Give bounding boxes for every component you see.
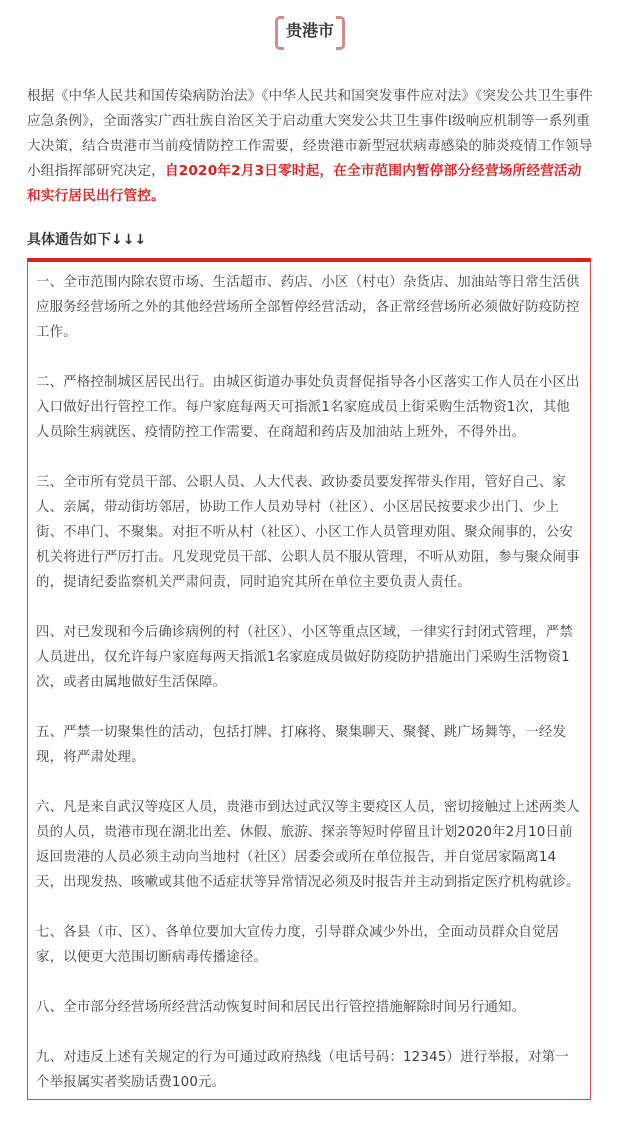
notice-item: 四、对已发现和今后确诊病例的村（社区）、小区等重点区域，一律实行封闭式管理，严禁人员进出，仅允许每户家庭每两天指派1名家庭成员做好防疫防护措施出门采购生活物资1次，或者由属地做好生活保障。 <box>36 625 573 690</box>
notice-item: 八、全市部分经营场所经营活动恢复时间和居民出行管控措施解除时间另行通知。 <box>36 1000 526 1015</box>
right-bracket-decoration <box>336 16 345 50</box>
notice-item: 七、各县（市、区）、各单位要加大宣传力度，引导群众减少外出，全面动员群众自觉居家，以便更大范围切断病毒传播途径。 <box>36 925 560 965</box>
notice-item: 五、严禁一切聚集性的活动，包括打牌、打麻将、聚集聊天、聚餐、跳广场舞等，一经发现，将严肃处理。 <box>36 725 567 765</box>
notice-item: 三、全市所有党员干部、公职人员、人大代表、政协委员要发挥带头作用，管好自己、家人、亲属，带动街坊邻居，协助工作人员劝导村（社区）、小区居民按要求少出门、少上街、不串门、不聚集。对拒不听从村（社区）、小区工作人员管理劝阻、聚众闹事的，公安机关将进行严厉打击。凡发现党员干部、公职人员不服从管理，不听从劝阻，参与聚众闹事的，提请纪委监察机关严肃问责，同时追究其所在单位主要负责人责任。 <box>36 475 580 590</box>
notice-item: 二、严格控制城区居民出行。由城区街道办事处负责督促指导各小区落实工作人员在小区出入口做好出行管控工作。每户家庭每两天可指派1名家庭成员上街采购生活物资1次，其他人员除生病就医、疫情防控工作需要、在商超和药店及加油站上班外，不得外出。 <box>36 375 580 440</box>
intro-highlight: 自2020年2月3日零时起，在全市范围内暂停部分经营场所经营活动和实行居民出行管控。 <box>27 163 582 204</box>
notice-item: 一、全市范围内除农贸市场、生活超市、药店、小区（村屯）杂货店、加油站等日常生活供应服务经营场所之外的其他经营场所全部暂停经营活动，各正常经营场所必须做好防疫防控工作。 <box>36 275 580 340</box>
notice-item: 九、对违反上述有关规定的行为可通过政府热线（电话号码：12345）进行举报，对第一个举报属实者奖励话费100元。 <box>36 1050 569 1090</box>
notice-box <box>27 258 591 1100</box>
intro-paragraph <box>27 84 595 209</box>
left-bracket-decoration <box>275 16 284 50</box>
header <box>0 14 620 48</box>
section-heading: 具体通告如下↓↓↓ <box>27 232 147 248</box>
page-title-text: 贵港市 <box>285 21 334 40</box>
page-title <box>275 14 345 48</box>
notice-item: 六、凡是来自武汉等疫区人员，贵港市到达过武汉等主要疫区人员，密切接触过上述两类人员的人员，贵港市现在湖北出差、休假、旅游、探亲等短时停留且计划2020年2月10日前返回贵港的人员必须主动向当地村（社区）居委会或所在单位报告，并自觉居家隔离14天，出现发热、咳嗽或其他不适症状等异常情况必须及时报告并主动到指定医疗机构就诊。 <box>36 800 580 890</box>
intro-text: 根据《中华人民共和国传染病防治法》《中华人民共和国突发事件应对法》《突发公共卫生事件应急条例》，全面落实广西壮族自治区关于启动重大突发公共卫生事件I级响应机制等一系列重大决策，结合贵港市当前疫情防控工作需要，经贵港市新型冠状病毒感染的肺炎疫情工作领导小组指挥部研究决定， <box>27 88 593 179</box>
